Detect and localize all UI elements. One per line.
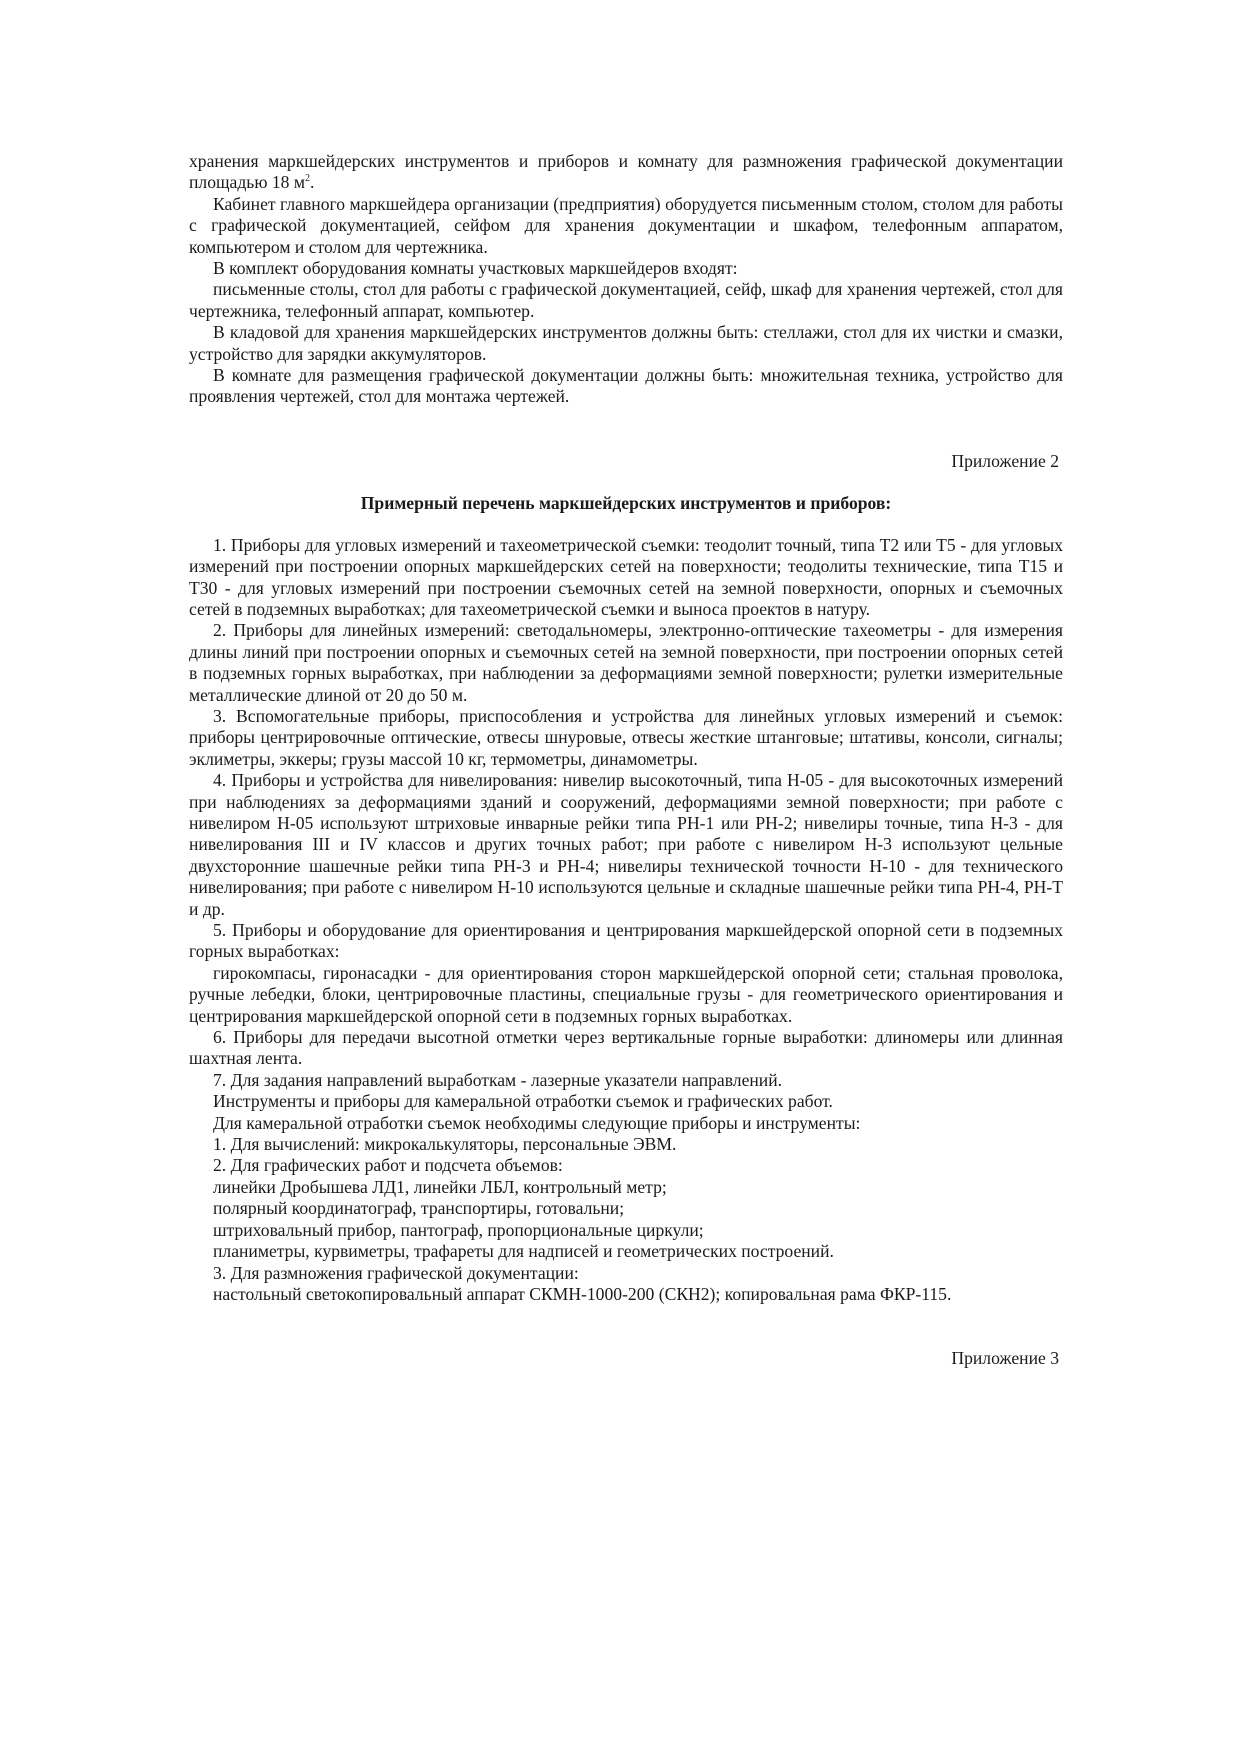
appendix-2-body xyxy=(189,535,1063,1306)
list-paragraph: Инструменты и приборы для камеральной отработки съемок и графических работ. xyxy=(213,1091,833,1112)
intro-paragraph-1 xyxy=(189,151,1063,194)
list-paragraph: 3. Для размножения графической документации: xyxy=(213,1262,579,1283)
intro-paragraph-6: В комнате для размещения графической документации должны быть: множительная техника, устройство для проявления чертежей, стол для монтажа чертежей. xyxy=(189,365,1063,407)
intro-paragraph-4: письменные столы, стол для работы с графической документацией, сейф, шкаф для хранения чертежей, стол для чертежника, телефонный аппарат, компьютер. xyxy=(189,279,1063,321)
list-paragraph: гирокомпасы, гиронасадки - для ориентирования сторон маркшейдерской опорной сети; стальная проволока, ручные лебедки, блоки, центрировочные пластины, специальные грузы - для геометрического ориентирования и центрирования маркшейдерской опорной сети в подземных горных выработках. xyxy=(189,962,1063,1026)
intro-paragraph-2: Кабинет главного маркшейдера организации (предприятия) оборудуется письменным столом, столом для работы с графической документацией, сейфом для хранения документации и шкафом, телефонным аппаратом, компьютером и столом для чертежника. xyxy=(189,193,1063,257)
list-paragraph: полярный координатограф, транспортиры, готовальни; xyxy=(213,1198,625,1219)
appendix-2-label: Приложение 2 xyxy=(951,450,1059,471)
intro-paragraph-1-end: . xyxy=(310,172,315,193)
list-paragraph: 2. Для графических работ и подсчета объемов: xyxy=(213,1155,563,1176)
intro-paragraph-5: В кладовой для хранения маркшейдерских инструментов должны быть: стеллажи, стол для их чистки и смазки, устройство для зарядки аккумуляторов. xyxy=(189,322,1063,364)
appendix-3-label: Приложение 3 xyxy=(951,1348,1059,1369)
intro-paragraph-1-text: хранения маркшейдерских инструментов и приборов и комнату для размножения графической документации площадью 18 м xyxy=(189,151,1063,193)
list-paragraph: планиметры, курвиметры, трафареты для надписей и геометрических построений. xyxy=(213,1241,834,1262)
superscript-2: 2 xyxy=(305,173,310,185)
list-paragraph: настольный светокопировальный аппарат СКМН-1000-200 (СКН2); копировальная рама ФКР-115. xyxy=(213,1283,952,1304)
list-paragraph: 1. Для вычислений: микрокалькуляторы, персональные ЭВМ. xyxy=(213,1134,677,1155)
list-paragraph: 4. Приборы и устройства для нивелирования: нивелир высокоточный, типа Н-05 - для высокоточных измерений при наблюдениях за деформациями зданий и сооружений, деформациями земной поверхности; при работе с нивелиром Н-05 используют штриховые инварные рейки типа РН-1 или РН-2; нивелиры точные, типа Н-3 - для нивелирования III и IV классов и других точных работ; при работе с нивелиром Н-3 используют цельные двухсторонние шашечные рейки типа РН-3 и РН-4; нивелиры технической точности Н-10 - для технического нивелирования; при работе с нивелиром Н-10 используются цельные и складные шашечные рейки типа РН-4, РН-Т и др. xyxy=(189,770,1063,919)
list-paragraph: 2. Приборы для линейных измерений: светодальномеры, электронно-оптические тахеометры - для измерения длины линий при построении опорных и съемочных сетей на земной поверхности, при построении опорных сетей в подземных горных выработках, при наблюдении за деформациями земной поверхности; рулетки измерительные металлические длиной от 20 до 50 м. xyxy=(189,620,1063,705)
list-paragraph: 3. Вспомогательные приборы, приспособления и устройства для линейных угловых измерений и съемок: приборы центрировочные оптические, отвесы шнуровые, отвесы жесткие штанговые; штативы, консоли, сигналы; эклиметры, эккеры; грузы массой 10 кг, термометры, динамометры. xyxy=(189,705,1063,769)
list-paragraph: Для камеральной отработки съемок необходимы следующие приборы и инструменты: xyxy=(213,1112,861,1133)
list-paragraph: 5. Приборы и оборудование для ориентирования и центрирования маркшейдерской опорной сети в подземных горных выработках: xyxy=(189,920,1063,962)
list-paragraph: 6. Приборы для передачи высотной отметки через вертикальные горные выработки: длиномеры или длинная шахтная лента. xyxy=(189,1027,1063,1069)
list-paragraph: штриховальный прибор, пантограф, пропорциональные циркули; xyxy=(213,1219,704,1240)
list-paragraph: 7. Для задания направлений выработкам - лазерные указатели направлений. xyxy=(213,1069,783,1090)
list-paragraph: 1. Приборы для угловых измерений и тахеометрической съемки: теодолит точный, типа Т2 или Т5 - для угловых измерений при построении опорных маркшейдерских сетей на поверхности; теодолиты технические, типа Т15 и Т30 - для угловых измерений при построении съемочных сетей на земной поверхности, опорных и съемочных сетей в подземных выработках; для тахеометрической съемки и выноса проектов в натуру. xyxy=(189,534,1063,619)
appendix-2-title: Примерный перечень маркшейдерских инструментов и приборов: xyxy=(360,493,892,514)
intro-paragraph-3: В комплект оборудования комнаты участковых маркшейдеров входят: xyxy=(213,258,738,279)
list-paragraph: линейки Дробышева ЛД1, линейки ЛБЛ, контрольный метр; xyxy=(213,1176,667,1197)
